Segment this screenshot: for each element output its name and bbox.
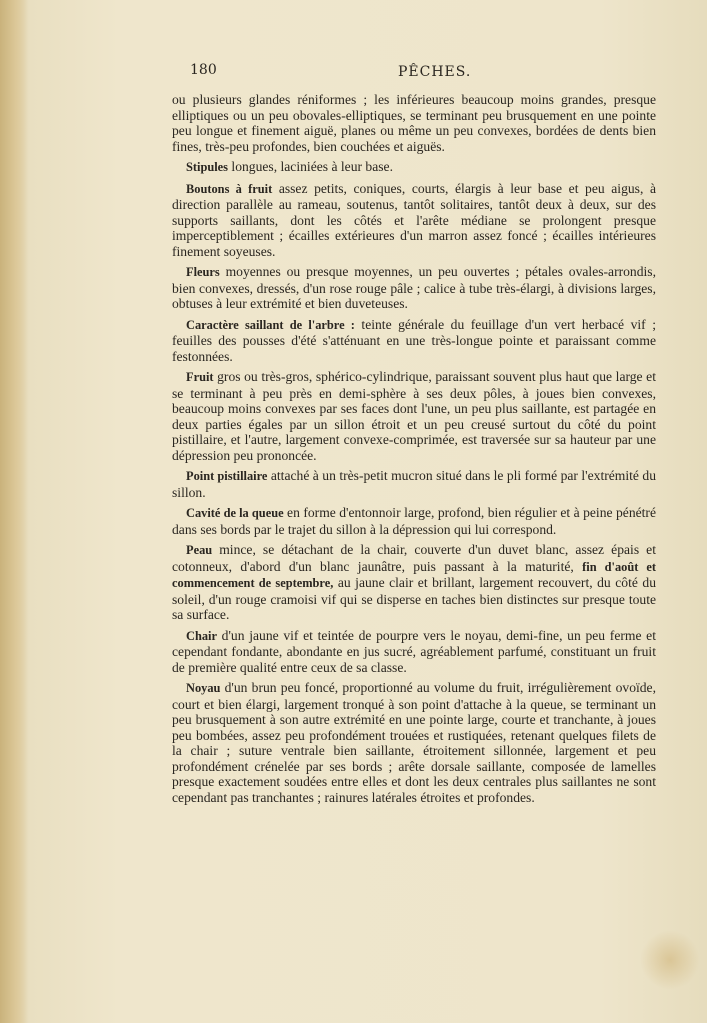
paragraph-keyword: Noyau xyxy=(186,681,221,695)
paragraph-noyau xyxy=(172,680,656,805)
paragraph-text: gros ou très-gros, sphérico-cylindrique, paraissant souvent plus haut que large et se terminant à peu près en demi-sphère à ses deux pôles, à joues bien convexes, beaucoup moins convexes par ses faces dont l'une, un peu plus saillante, est partagée en deux parties égales par un sillon étroit et un peu creusé surtout du côté du point pistillaire, et l'autre, largement convexe-comprimée, est traversée sur sa hauteur par une dépression peu prononcée. xyxy=(172,369,656,463)
paragraph-chair xyxy=(172,628,656,676)
book-spine-shadow xyxy=(0,0,28,1023)
paper-stain xyxy=(640,930,700,990)
paragraph-fleurs xyxy=(172,264,656,312)
paragraph-keyword: Cavité de la queue xyxy=(186,506,284,520)
paragraph-text: en forme d'entonnoir large, profond, bien régulier et à peine pénétré dans ses bords par le trajet du sillon à la dépression qui lui correspond. xyxy=(172,505,656,537)
paragraph-keyword: Chair xyxy=(186,628,217,643)
page-number: 180 xyxy=(190,62,217,78)
paragraph-peau xyxy=(172,542,656,623)
running-title: PÊCHES. xyxy=(398,64,472,80)
paragraph-cavite xyxy=(172,505,656,537)
paragraph-leaves-continued xyxy=(172,92,656,154)
paragraph-text: moyennes ou presque moyennes, un peu ouvertes ; pétales ovales-arrondis, bien convexes, dressés, d'un rose rouge pâle ; calice à tube très-élargi, à divisions larges, obtuses à leur extrémité et bien duveteuses. xyxy=(172,264,656,311)
paragraph-text: longues, laciniées à leur base. xyxy=(228,159,393,174)
paragraph-keyword: Stipules xyxy=(186,160,229,174)
paragraph-keyword: Point pistillaire xyxy=(186,469,268,483)
paragraph-text: assez petits, coniques, courts, élargis à leur base et peu aigus, à direction parallèle au rameau, soutenus, tantôt solitaires, tantôt deux à deux, sur des supports saillants, dont les côtés et l'arête médiane se prolongent presque imperceptiblement ; écailles extérieures d'un marron assez foncé ; écailles intérieures finement soyeuses. xyxy=(172,180,656,259)
page-header xyxy=(0,62,707,86)
paragraph-point-pistillaire xyxy=(172,468,656,500)
ripening-period: fin d'août et commencement de septembre, xyxy=(172,559,656,590)
paragraph-keyword: Peau xyxy=(186,543,213,557)
paragraph-text: attaché à un très-petit mucron situé dans le pli formé par l'extrémité du sillon. xyxy=(172,468,656,500)
paragraph-keyword: Caractère saillant de l'arbre : xyxy=(186,317,355,332)
paragraph-text: mince, se détachant de la chair, couverte d'un duvet blanc, assez épais et cotonneux, d'abord d'un blanc jaunâtre, puis passant à la maturité, xyxy=(172,542,656,574)
paragraph-boutons xyxy=(172,181,656,260)
paragraph-caractere xyxy=(172,317,656,365)
paragraph-text-tail: au jaune clair et brillant, largement recouvert, du côté du soleil, d'un rouge cramoisi vif qui se disperse en taches bien distinctes sur presque toute sa surface. xyxy=(172,575,656,622)
paragraph-stipules xyxy=(172,159,656,176)
paragraph-keyword: Fruit xyxy=(186,370,214,384)
paragraph-text: ou plusieurs glandes réniformes ; les inférieures beaucoup moins grandes, presque elliptiques ou un peu obovales-elliptiques, se terminant peu brusquement en une pointe peu longue et finement aiguë, planes ou même un peu convexes, bordées de dents bien fines, très-peu profondes, bien couchées et aiguës. xyxy=(172,92,656,154)
body-text xyxy=(172,92,656,810)
paragraph-text: d'un brun peu foncé, proportionné au volume du fruit, irrégulièrement ovoïde, court et bien élargi, largement tronqué à son point d'attache à la queue, se terminant un peu brusquement à son autre extrémité en une pointe large, courte et tranchante, à joues peu bombées, assez peu profondément trouées et rustiquées, retenant quelques filets de la chair ; suture ventrale bien saillante, étroitement sillonnée, largement et peu profondément crénelée par ses bords ; arête dorsale saillante, composée de lamelles presque exactement soudées entre elles et dont les deux centrales plus saillantes ne sont cependant pas tranchantes ; rainures latérales étroites et profondes. xyxy=(172,680,656,805)
paragraph-keyword: Fleurs xyxy=(186,265,220,279)
paragraph-keyword: Boutons à fruit xyxy=(186,181,273,196)
paragraph-text: teinte générale du feuillage d'un vert herbacé vif ; feuilles des pousses d'été s'atténuant en une très-longue pointe et paraissant comme festonnées. xyxy=(172,316,656,364)
paragraph-text: d'un jaune vif et teintée de pourpre vers le noyau, demi-fine, un peu ferme et cependant fondante, abondante en jus sucré, agréablement parfumé, constituant un fruit de première qualité entre ceux de sa classe. xyxy=(172,627,656,675)
paragraph-fruit xyxy=(172,369,656,463)
